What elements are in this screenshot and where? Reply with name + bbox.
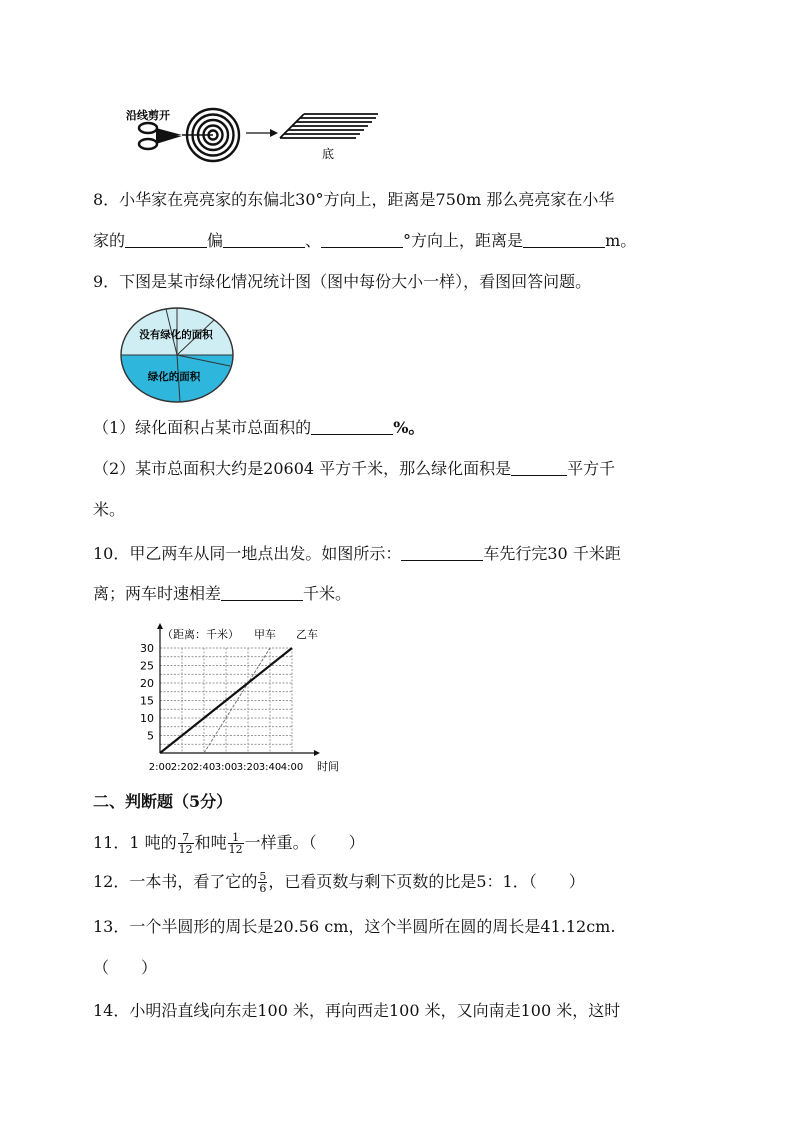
- answer-blank[interactable]: [221, 584, 303, 601]
- q9-sub2-cont: 米。: [93, 500, 126, 519]
- pie: [121, 308, 233, 402]
- q8-text: 偏: [207, 231, 224, 250]
- base-label: 底: [322, 147, 335, 161]
- q8-line1: 8．小华家在亮亮家的东偏北30°方向上，距离是750m 那么亮亮家在小华: [93, 190, 615, 209]
- q9-sub2: [93, 458, 615, 480]
- x-axis-arrow: [314, 750, 320, 756]
- y-tick-label: 20: [140, 677, 154, 690]
- q11-text: 一样重。（ ）: [244, 833, 365, 852]
- parallelogram-stripes: [280, 114, 378, 138]
- q8-text: 、: [305, 231, 322, 250]
- series-label: 乙车: [296, 628, 318, 641]
- q9-sub1-text: （1）绿化面积占某市总面积的: [93, 418, 312, 437]
- x-axis-label: 时间: [317, 760, 339, 773]
- q9-sub1: [93, 417, 424, 439]
- section-title: 二、判断题（5分）: [93, 792, 233, 811]
- q10-text: 千米。: [303, 584, 352, 603]
- fraction: [258, 871, 267, 894]
- q9-sub2-text: （2）某市总面积大约是20604 平方千米，那么绿化面积是: [93, 459, 512, 478]
- y-axis-label: （距离：千米）: [162, 628, 239, 641]
- chart-labels: [140, 627, 339, 773]
- distance-time-chart: [130, 620, 370, 782]
- fraction-numerator: 7: [178, 832, 194, 844]
- answer-blank[interactable]: [523, 231, 605, 248]
- q8-text: 家的: [93, 231, 126, 250]
- q13-line1: 13．一个半圆形的周长是20.56 cm，这个半圆所在圆的周长是41.12cm.: [93, 917, 616, 936]
- fraction-numerator: 1: [228, 832, 244, 844]
- scissors-icon: [139, 123, 182, 149]
- fraction: [178, 832, 194, 855]
- arrow-right-icon: [246, 129, 278, 137]
- q10-text: 离；两车时速相差: [93, 584, 222, 603]
- answer-blank[interactable]: [401, 544, 483, 561]
- answer-blank[interactable]: [321, 231, 403, 248]
- q9-text: 9．下图是某市绿化情况统计图（图中每份大小一样），看图回答问题。: [93, 272, 592, 291]
- q13-line2: （ ）: [93, 958, 158, 977]
- x-tick-label: 3:00: [214, 762, 238, 773]
- y-tick-label: 5: [147, 729, 154, 743]
- pie-label-green: 绿化的面积: [147, 371, 201, 383]
- cut-circle-figure: [118, 100, 378, 166]
- y-tick-label: 25: [140, 659, 154, 673]
- q10-text: 10．甲乙两车从同一地点出发。如图所示：: [93, 544, 402, 563]
- y-tick-label: 10: [140, 712, 154, 725]
- answer-blank[interactable]: [511, 459, 567, 476]
- q8-text: °方向上，距离是: [403, 231, 524, 250]
- q10-line1: [93, 543, 621, 565]
- q9-sub2-text: 平方千: [567, 459, 616, 478]
- x-tick-label: 2:00: [148, 762, 172, 773]
- q11-text: 11．1 吨的: [93, 833, 177, 852]
- q11-text: 和吨: [194, 833, 227, 852]
- answer-blank[interactable]: [223, 231, 305, 248]
- y-tick-label: 30: [140, 642, 154, 655]
- answer-blank[interactable]: [311, 418, 393, 435]
- pie-label-not-green: 没有绿化的面积: [139, 329, 213, 341]
- series-label: 甲车: [254, 628, 276, 641]
- answer-blank[interactable]: [125, 231, 207, 248]
- fraction-numerator: 5: [259, 870, 267, 883]
- q10-line2: [93, 583, 351, 605]
- q9-sub1-text: %。: [393, 418, 425, 437]
- green-area-pie-chart: [118, 306, 236, 404]
- q14-line1: 14．小明沿直线向东走100 米，再向西走100 米，又向南走100 米，这时: [93, 1001, 621, 1020]
- x-tick-label: 4:00: [280, 762, 304, 773]
- q8-text: m。: [605, 231, 637, 250]
- q10-text: 车先行完30 千米距: [483, 544, 621, 563]
- x-tick-label: 2:40: [192, 762, 216, 773]
- q12-text: ，已看页数与剩下页数的比是5：1．（ ）: [268, 872, 585, 891]
- x-tick-label: 3:20: [236, 762, 260, 773]
- q8-line2: [93, 230, 636, 252]
- fraction-denominator: 12: [178, 843, 193, 856]
- fraction: [228, 832, 244, 855]
- q12-line: [93, 871, 585, 894]
- cut-label: 沿线剪开: [126, 109, 170, 122]
- fraction-denominator: 6: [259, 882, 267, 895]
- fraction-denominator: 12: [228, 843, 243, 856]
- x-tick-label: 2:20: [170, 762, 194, 773]
- x-tick-label: 3:40: [258, 762, 282, 773]
- y-tick-label: 15: [140, 694, 154, 708]
- q12-text: 12．一本书，看了它的: [93, 872, 258, 891]
- q11-line: [93, 832, 365, 855]
